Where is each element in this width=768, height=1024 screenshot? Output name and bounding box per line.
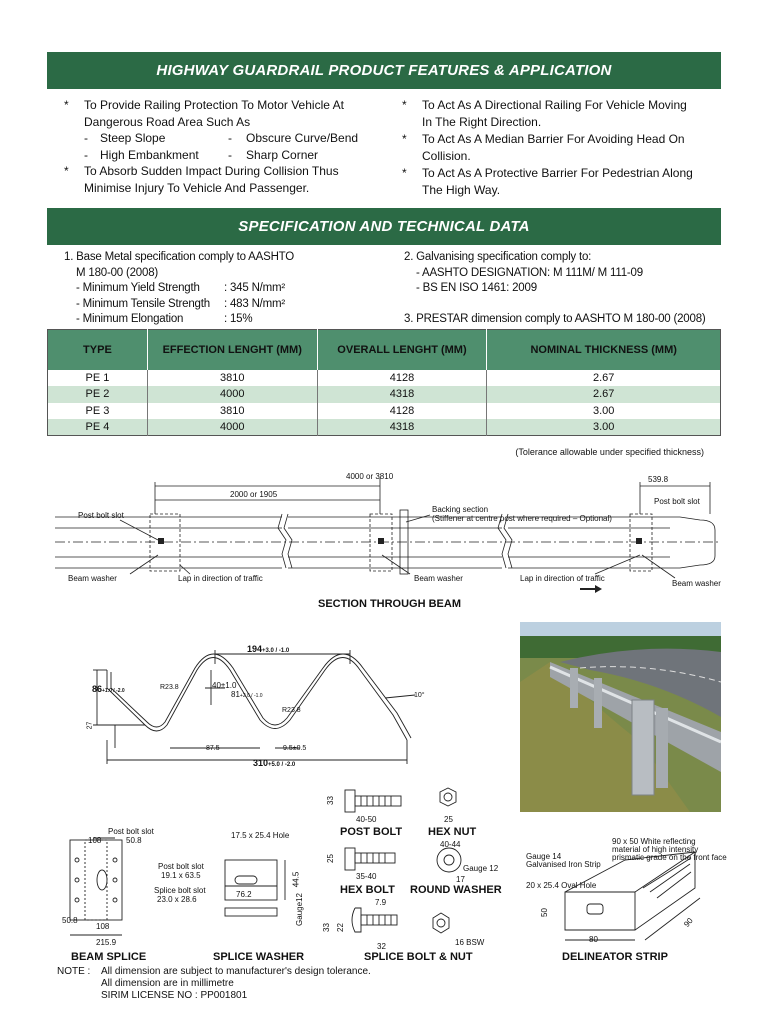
beam-washer-label: Beam washer xyxy=(672,579,721,588)
feature-sub: High Embankment xyxy=(100,147,199,162)
dim-label: Splice bolt slot xyxy=(154,886,206,895)
spec-line: - BS EN ISO 1461: 2009 xyxy=(416,282,537,294)
spec-prop-label: - Minimum Yield Strength xyxy=(76,282,200,294)
table-cell: 3810 xyxy=(147,370,317,387)
round-washer-caption: ROUND WASHER xyxy=(410,884,502,896)
spec-banner xyxy=(47,208,721,245)
dim-tolerance: +3.0 / -1.0 xyxy=(262,648,290,654)
dim-label: R23.8 xyxy=(282,707,301,714)
feature-text: To Absorb Sudden Impact During Collision Thus xyxy=(84,164,339,178)
dim-label: 25 xyxy=(325,854,335,863)
dim-label: 7.9 xyxy=(375,898,387,907)
dim-tolerance: +1.0 / -2.0 xyxy=(102,688,125,694)
feature-text: To Act As A Median Barrier For Avoiding Head On xyxy=(422,132,685,146)
dim-label: 76.2 xyxy=(236,890,252,899)
backing-note: (Stiffener at centre post where required – Optional) xyxy=(432,514,612,523)
dim-label: 4000 or 3810 xyxy=(346,472,394,481)
dim-label: 50.8 xyxy=(62,916,78,925)
dim-label: 20 x 25.4 Oval Hole xyxy=(526,881,597,890)
feature-text: In The Right Direction. xyxy=(422,114,542,129)
table-header: NOMINAL THICKNESS (MM) xyxy=(487,330,721,370)
table-row xyxy=(48,419,721,436)
dim-label: 50.8 xyxy=(126,836,142,845)
table-header: TYPE xyxy=(48,330,148,370)
dim-label: 90 x 50 White reflecting xyxy=(612,837,696,846)
spec-galvanising xyxy=(404,250,734,327)
delineator-caption: DELINEATOR STRIP xyxy=(562,951,668,963)
table-header: EFFECTION LENGHT (MM) xyxy=(147,330,317,370)
spec-table xyxy=(47,329,721,436)
dim-label: 25 xyxy=(444,815,453,824)
feature-sub: Obscure Curve/Bend xyxy=(246,131,359,145)
feature-text: To Provide Railing Protection To Motor Vehicle At xyxy=(84,98,344,112)
table-cell: PE 1 xyxy=(48,370,148,387)
table-row xyxy=(48,386,721,403)
dim-label: 44.5 xyxy=(291,871,301,888)
dim-label: 35-40 xyxy=(356,872,377,881)
spec-line: M 180-00 (2008) xyxy=(76,266,159,279)
dim-label: 16 BSW xyxy=(455,938,485,947)
note-line: All dimension are in millimetre xyxy=(101,978,234,989)
dim-label: R23.8 xyxy=(160,684,179,691)
table-header-row xyxy=(48,330,721,370)
lap-label: Lap in direction of traffic xyxy=(520,574,605,583)
backing-label: Backing section xyxy=(432,505,489,514)
dim-label: 215.9 xyxy=(96,938,117,947)
post-bolt-slot-label: Post bolt slot xyxy=(78,511,124,520)
table-header: OVERALL LENGHT (MM) xyxy=(317,330,487,370)
hex-nut-caption: HEX NUT xyxy=(428,826,477,838)
dim-label: prismatic grade on the front face xyxy=(612,853,727,862)
spec-line: 3. PRESTAR dimension comply to AASHTO M 180-00 (2008) xyxy=(404,312,706,325)
table-cell: 3.00 xyxy=(592,404,615,417)
table-cell: 2.67 xyxy=(592,371,615,384)
dim-label xyxy=(247,644,289,654)
section-caption: SECTION THROUGH BEAM xyxy=(318,598,461,610)
spec-prop-label: - Minimum Tensile Strength xyxy=(76,297,210,310)
dim-label: 22 xyxy=(335,923,345,932)
dim-label: Gauge12 xyxy=(294,893,304,926)
table-cell: 4318 xyxy=(317,419,487,436)
dim-label: Post bolt slot xyxy=(108,827,154,836)
dim-label: 19.1 x 63.5 xyxy=(161,871,201,880)
dim-label: 9.5±0.5 xyxy=(283,745,307,752)
dim-label: 90 xyxy=(682,916,695,929)
splice-washer-caption: SPLICE WASHER xyxy=(213,951,305,963)
feature-sub: Steep Slope xyxy=(100,131,166,145)
spec-prop-value: : 345 N/mm² xyxy=(224,282,286,294)
spec-prop-value: : 483 N/mm² xyxy=(224,297,286,310)
tolerance-note: (Tolerance allowable under specified thickness) xyxy=(515,447,704,457)
table-cell: 4000 xyxy=(147,419,317,436)
note-key: NOTE : xyxy=(57,966,91,977)
table-cell: 4318 xyxy=(317,386,487,403)
dim-label: 108 xyxy=(88,836,102,845)
table-cell: PE 4 xyxy=(48,419,148,436)
dim-label: 40-50 xyxy=(356,815,377,824)
feature-text: To Act As A Protective Barrier For Pedestrian Along xyxy=(422,166,693,180)
feature-text: Dangerous Road Area Such As xyxy=(84,114,251,129)
note-line: SIRIM LICENSE NO : PP001801 xyxy=(101,990,248,1001)
dim-label: 32 xyxy=(377,942,386,951)
dim-label: 33 xyxy=(325,796,335,805)
beam-splice-caption: BEAM SPLICE xyxy=(71,951,147,963)
dim-label: 2000 or 1905 xyxy=(230,490,278,499)
post-bolt-caption: POST BOLT xyxy=(340,826,403,838)
dim-tolerance: +2.0 / -1.0 xyxy=(239,693,263,699)
table-cell: 3.00 xyxy=(487,419,721,436)
table-row xyxy=(48,370,721,387)
dim-label: 108 xyxy=(96,922,110,931)
dim-label: 80 xyxy=(589,935,598,944)
spec-line: 1. Base Metal specification comply to AASHTO xyxy=(64,251,295,263)
dim-label: 10° xyxy=(414,692,425,699)
table-cell: 4000 xyxy=(147,386,317,403)
table-cell: PE 2 xyxy=(48,386,148,403)
table-row xyxy=(48,403,721,420)
beam-washer-label: Beam washer xyxy=(414,574,463,583)
dim-label: 539.8 xyxy=(648,475,669,484)
spec-line: - AASHTO DESIGNATION: M 111M/ M 111-09 xyxy=(416,266,643,279)
w-beam-profile-drawing xyxy=(85,640,445,775)
dim-label: Gauge 14 xyxy=(526,852,562,861)
features-left: * To Provide Railing Protection To Motor Vehicle At Dangerous Road Area Such As - Steep Slope - Obscure Curve/Bend - High Embankment - Sharp Corner * To Absorb Sudden Impact During Collision Thus Minimise Injury To Vehicle And Passenger. xyxy=(64,98,359,195)
dim-label: material of high intensity xyxy=(612,845,699,854)
dim-label: 40±1.0 xyxy=(212,681,237,690)
table-cell: 4128 xyxy=(317,370,487,387)
dim-tolerance: +5.0 / -2.0 xyxy=(268,762,296,768)
dim-label xyxy=(92,684,125,694)
features-banner xyxy=(47,52,721,89)
dim-label xyxy=(253,758,295,768)
footer-note xyxy=(57,966,371,1002)
section-through-beam-drawing xyxy=(50,470,730,600)
dim-label: Gauge 12 xyxy=(463,864,499,873)
dim-label: Post bolt slot xyxy=(158,862,204,871)
table-cell: PE 3 xyxy=(48,403,148,420)
dim-label: 23.0 x 28.6 xyxy=(157,895,197,904)
note-line: All dimension are subject to manufacturer's design tolerance. xyxy=(101,966,371,977)
dim-label: Galvanised Iron Strip xyxy=(526,860,601,869)
dim-label: 27 xyxy=(86,721,94,730)
feature-text: To Act As A Directional Railing For Vehicle Moving xyxy=(422,98,687,112)
feature-text: Collision. xyxy=(422,148,471,163)
beam-washer-label: Beam washer xyxy=(68,574,117,583)
dim-label xyxy=(231,690,263,699)
post-bolt-slot-label: Post bolt slot xyxy=(654,497,700,506)
dim-label: 40-44 xyxy=(440,840,461,849)
spec-line: 2. Galvanising specification comply to: xyxy=(404,251,592,263)
dim-label: 17 xyxy=(456,875,465,884)
parts-drawings xyxy=(55,780,725,965)
features-heading: HIGHWAY GUARDRAIL PRODUCT FEATURES & APPLICATION xyxy=(156,62,612,79)
splice-bolt-nut-caption: SPLICE BOLT & NUT xyxy=(364,951,473,963)
spec-base-metal xyxy=(64,250,364,328)
lap-label: Lap in direction of traffic xyxy=(178,574,263,583)
spec-heading: SPECIFICATION AND TECHNICAL DATA xyxy=(238,218,530,235)
spec-prop-value: : 15% xyxy=(224,313,253,325)
feature-text: Minimise Injury To Vehicle And Passenger. xyxy=(84,180,310,195)
dim-value: 194 xyxy=(247,644,263,654)
dim-label: 50 xyxy=(539,908,549,917)
dim-label: 17.5 x 25.4 Hole xyxy=(231,831,290,840)
dim-label: 33 xyxy=(321,923,331,932)
dim-value: 310 xyxy=(253,758,269,768)
dim-value: 86 xyxy=(92,684,103,694)
dim-value: 81 xyxy=(231,690,240,699)
feature-sub: Sharp Corner xyxy=(246,147,319,162)
spec-prop-label: - Minimum Elongation xyxy=(76,313,184,325)
features-right: * To Act As A Directional Railing For Vehicle Moving In The Right Direction. * To Act As A Median Barrier For Avoiding Head On Collision. * To Act As A Protective Barrier For Pedestrian Along The High Way. xyxy=(402,98,693,197)
table-cell: 2.67 xyxy=(487,386,721,403)
dim-label: 87.5 xyxy=(206,745,220,752)
table-cell: 4128 xyxy=(317,403,487,420)
table-cell: 3810 xyxy=(147,403,317,420)
feature-text: The High Way. xyxy=(422,182,501,197)
hex-bolt-caption: HEX BOLT xyxy=(340,884,395,896)
